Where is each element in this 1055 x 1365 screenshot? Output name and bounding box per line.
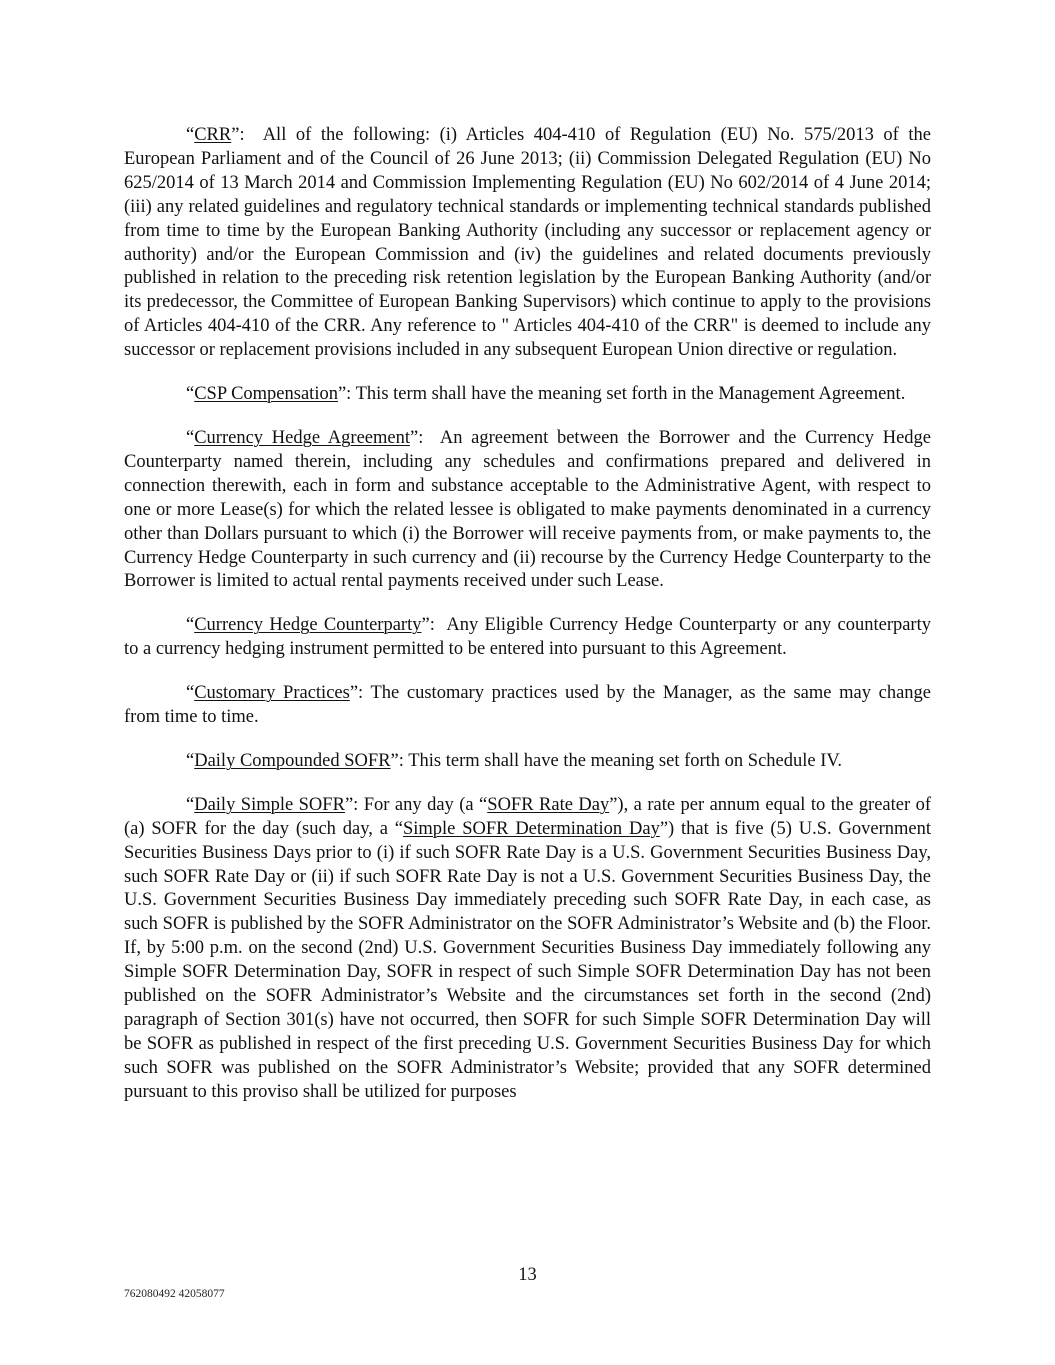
definitions-section	[124, 124, 931, 1125]
defined-term: Customary Practices	[194, 683, 350, 704]
definition-customary-practices: “Customary Practices”: The customary practices used by the Manager, as the same may change from time to time.	[124, 683, 931, 728]
definition-text: This term shall have the meaning set forth in the Management Agreement.	[355, 384, 906, 405]
defined-term: Daily Simple SOFR	[194, 794, 345, 815]
definition-daily-compounded-sofr: “Daily Compounded SOFR”: This term shall have the meaning set forth on Schedule IV.	[186, 750, 842, 771]
definition-csp-compensation: “CSP Compensation”: This term shall have the meaning set forth in the Management Agreement.	[186, 384, 906, 405]
definition-text-part: ”) that is five (5) U.S. Government Securities Business Days prior to (i) if such SOFR Rate Day is a U.S. Government Securities Business Day, such SOFR Rate Day or (ii) if such SOFR Rate Day is not a U.S. Government Securities Business Day, the U.S. Government Securities Business Day immediately preceding such SOFR Rate Day, in each case, as such SOFR is published by the SOFR Administrator on the SOFR Administrator’s Website and (b) the Floor. If, by 5:00 p.m. on the second (2nd) U.S. Government Securities Business Day immediately following any Simple SOFR Determination Day, SOFR in respect of such Simple SOFR Determination Day has not been published on the SOFR Administrator’s Website and the circumstances set forth in the second (2nd) paragraph of Section 301(s) have not occurred, then SOFR for such Simple SOFR Determination Day will be SOFR as published in respect of the first preceding U.S. Government Securities Business Day for which such SOFR was published on the SOFR Administrator’s Website; provided that any SOFR determined pursuant to this proviso shall be utilized for purposes	[124, 818, 931, 1102]
inner-defined-term: SOFR Rate Day	[487, 794, 610, 815]
inner-defined-term: Simple SOFR Determination Day	[402, 818, 660, 839]
definition-text-part: ”), a rate per annum equal to the greater of (a) SOFR for the day (such day, a “	[124, 794, 932, 839]
defined-term: Daily Compounded SOFR	[194, 750, 391, 771]
defined-term: CSP Compensation	[194, 384, 338, 405]
page-number: 13	[518, 1265, 537, 1285]
definition-daily-simple-sofr: “Daily Simple SOFR”: For any day (a “SOFR Rate Day”), a rate per annum equal to the greater of (a) SOFR for the day (such day, a “Simple SOFR Determination Day”) that is five (5) U.S. Government Securities Business Days prior to (i) if such SOFR Rate Day is a U.S. Government Securities Business Day, such SOFR Rate Day or (ii) if such SOFR Rate Day is not a U.S. Government Securities Business Day, the U.S. Government Securities Business Day immediately preceding such SOFR Rate Day, in each case, as such SOFR is published by the SOFR Administrator on the SOFR Administrator’s Website and (b) the Floor. If, by 5:00 p.m. on the second (2nd) U.S. Government Securities Business Day immediately following any Simple SOFR Determination Day, SOFR in respect of such Simple SOFR Determination Day has not been published on the SOFR Administrator’s Website and the circumstances set forth in the second (2nd) paragraph of Section 301(s) have not occurred, then SOFR for such Simple SOFR Determination Day will be SOFR as published in respect of the first preceding U.S. Government Securities Business Day for which such SOFR was published on the SOFR Administrator’s Website; provided that any SOFR determined pursuant to this proviso shall be utilized for purposes	[124, 794, 932, 1102]
definition-text: The customary practices used by the Manager, as the same may change from time to time.	[124, 683, 931, 728]
definition-text: Any Eligible Currency Hedge Counterparty or any counterparty to a currency hedging instrument permitted to be entered into pursuant to this Agreement.	[124, 615, 931, 660]
defined-term: Currency Hedge Agreement	[194, 427, 410, 448]
definition-text-part: For any day (a “	[363, 794, 488, 815]
definition-crr: “CRR”: All of the following: (i) Articles 404-410 of Regulation (EU) No. 575/2013 of the European Parliament and of the Council of 26 June 2013; (ii) Commission Delegated Regulation (EU) No 625/2014 of 13 March 2014 and Commission Implementing Regulation (EU) No 602/2014 of 4 June 2014; (iii) any related guidelines and regulatory technical standards or implementing technical standards published from time to time by the European Banking Authority (including any successor or replacement agency or authority) and/or the European Commission and (iv) the guidelines and related documents previously published in relation to the preceding risk retention legislation by the European Banking Authority (and/or its predecessor, the Committee of European Banking Supervisors) which continue to apply to the provisions of Articles 404-410 of the CRR. Any reference to " Articles 404-410 of the CRR" is deemed to include any successor or replacement provisions included in any subsequent European Union directive or regulation.	[124, 125, 931, 361]
definition-currency-hedge-counterparty: “Currency Hedge Counterparty”: Any Eligible Currency Hedge Counterparty or any counterparty to a currency hedging instrument permitted to be entered into pursuant to this Agreement.	[124, 615, 931, 660]
definition-text: All of the following: (i) Articles 404-410 of Regulation (EU) No. 575/2013 of the European Parliament and of the Council of 26 June 2013; (ii) Commission Delegated Regulation (EU) No 625/2014 of 13 March 2014 and Commission Implementing Regulation (EU) No 602/2014 of 4 June 2014; (iii) any related guidelines and regulatory technical standards or implementing technical standards published from time to time by the European Banking Authority (including any successor or replacement agency or authority) and/or the European Commission and (iv) the guidelines and related documents previously published in relation to the preceding risk retention legislation by the European Banking Authority (and/or its predecessor, the Committee of European Banking Supervisors) which continue to apply to the provisions of Articles 404-410 of the CRR. Any reference to " Articles 404-410 of the CRR" is deemed to include any successor or replacement provisions included in any subsequent European Union directive or regulation.	[124, 125, 931, 361]
definition-currency-hedge-agreement: “Currency Hedge Agreement”: An agreement between the Borrower and the Currency Hedge Counterparty named therein, including any schedules and confirmations prepared and delivered in connection therewith, each in form and substance acceptable to the Administrative Agent, with respect to one or more Lease(s) for which the related lessee is obligated to make payments denominated in a currency other than Dollars pursuant to which (i) the Borrower will receive payments from, or make payments to, the Currency Hedge Counterparty in such currency and (ii) recourse by the Currency Hedge Counterparty to the Borrower is limited to actual rental payments received under such Lease.	[124, 427, 931, 592]
definition-text: This term shall have the meaning set forth on Schedule IV.	[408, 750, 842, 771]
document-id: 762080492 42058077	[124, 1288, 225, 1300]
definition-text: An agreement between the Borrower and the Currency Hedge Counterparty named therein, including any schedules and confirmations prepared and delivered in connection therewith, each in form and substance acceptable to the Administrative Agent, with respect to one or more Lease(s) for which the related lessee is obligated to make payments denominated in a currency other than Dollars pursuant to which (i) the Borrower will receive payments from, or make payments to, the Currency Hedge Counterparty in such currency and (ii) recourse by the Currency Hedge Counterparty to the Borrower is limited to actual rental payments received under such Lease.	[124, 427, 931, 592]
defined-term: Currency Hedge Counterparty	[194, 615, 422, 636]
defined-term: CRR	[194, 125, 232, 145]
